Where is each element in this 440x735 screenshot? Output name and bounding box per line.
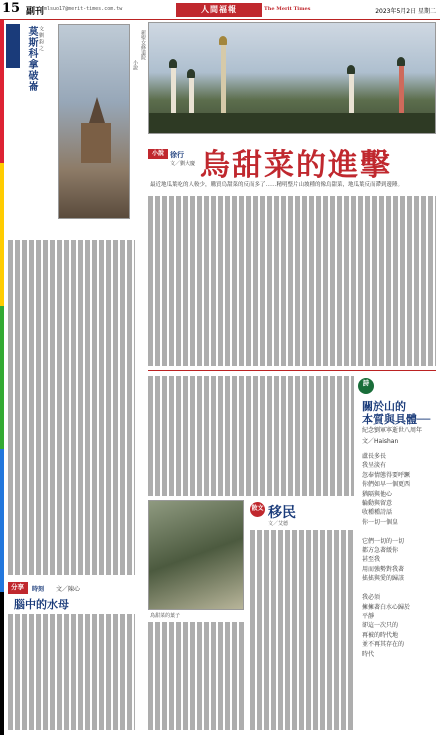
poem-line: 盧長多長 — [362, 453, 387, 460]
section-name: 副刊 — [26, 7, 45, 17]
feature-title: 烏甜菜的進擊 — [200, 148, 392, 183]
poem-line: 我呈淡有 — [362, 462, 387, 470]
poem-line: 再被的時代地 — [362, 631, 399, 639]
poem-line: 用而強勢對我著 — [362, 565, 405, 573]
poem-line: 甚至我 — [362, 556, 381, 564]
essay-title: 移民 — [268, 505, 296, 521]
monastery-photo — [148, 22, 436, 134]
share-author: 文／陳心 — [56, 586, 81, 593]
issue-date: 2023年5月2日 星期二 — [375, 8, 436, 15]
poem-title-2: 本質與具體── — [362, 413, 431, 426]
top-photo-caption: 新聖女修道院 — [140, 30, 146, 60]
kremlin-photo — [58, 24, 130, 219]
editor-email: mlsuo17@merit-times.com.tw — [44, 6, 123, 12]
essay-body-text — [250, 530, 354, 730]
poem-line: 它們一切的一切 — [362, 537, 405, 545]
newspaper-logo: 人間福報 — [176, 3, 262, 17]
feature-body-text — [148, 196, 436, 366]
poem-line: 你們如早一個更西 — [362, 481, 411, 489]
beet-greens-photo — [148, 500, 244, 610]
column-name: 徐行 — [170, 151, 184, 159]
column-label: 小說 — [148, 149, 168, 159]
divider — [148, 370, 436, 371]
essay-body-text-2 — [148, 622, 244, 730]
left-body-text — [8, 240, 135, 575]
poem-line — [362, 584, 410, 593]
poem-line: 時代 — [362, 650, 375, 658]
poem-line: 你一切一個皇 — [362, 518, 399, 526]
poem-title: 關於山的 — [362, 400, 406, 413]
poem-line — [362, 527, 410, 536]
poem-line: 擁擁著白水心歸於 — [362, 603, 411, 611]
share-tag: 分享 — [8, 582, 28, 594]
bottom-photo-caption: 鳥甜菜的葉子 — [150, 613, 181, 619]
left-column-marker — [6, 24, 20, 68]
poem-body — [362, 452, 410, 659]
left-photo-caption: 小說 — [132, 60, 138, 70]
left-column-author: 文 劉 鈞 之 — [38, 26, 44, 51]
share-title: 腦中的水母 — [14, 598, 69, 611]
poem-author: 文／Haishan — [362, 438, 399, 445]
page-header — [0, 0, 440, 20]
middle-body-text — [148, 376, 354, 496]
poem-line: 忽奉情態得要呼蹶 — [362, 471, 411, 479]
page-number: 15 — [2, 1, 21, 16]
poem-subtitle: 紀念劉軍寧逝世八周年 — [362, 427, 423, 434]
essay-author: 文／艾德 — [268, 521, 289, 527]
left-column-title: 莫斯科拿破崙 — [26, 26, 37, 92]
share-body-text — [8, 614, 135, 730]
feature-subtitle: 最近地瓜葉吃的人較少，購買烏甜菜的反而多了……精明整片山坡種的像烏甜菜，地瓜葉反而滯到邊陲。 — [150, 182, 404, 188]
poem-line: 都方急著緩你 — [362, 547, 399, 555]
feature-author: 文／劉大慶 — [170, 161, 196, 167]
poem-line: 我必須 — [362, 594, 381, 602]
poem-line: 收種種詩話 — [362, 509, 393, 517]
share-column-name: 時刻 — [32, 586, 45, 593]
essay-tag: 散文 — [250, 502, 265, 517]
poem-line: 搖搖與愛的歸該 — [362, 575, 405, 583]
poem-line: 並不再其存在的 — [362, 641, 405, 649]
poem-line: 平靜 — [362, 612, 375, 620]
poem-line: 卻這一次只的 — [362, 622, 399, 630]
poem-line: 猶隔與他心 — [362, 490, 393, 498]
poem-line: 輪動與留意 — [362, 500, 393, 508]
poem-marker: 詩 — [358, 378, 374, 394]
newspaper-english-name: The Merit Times — [264, 6, 311, 12]
color-bar — [0, 20, 4, 735]
